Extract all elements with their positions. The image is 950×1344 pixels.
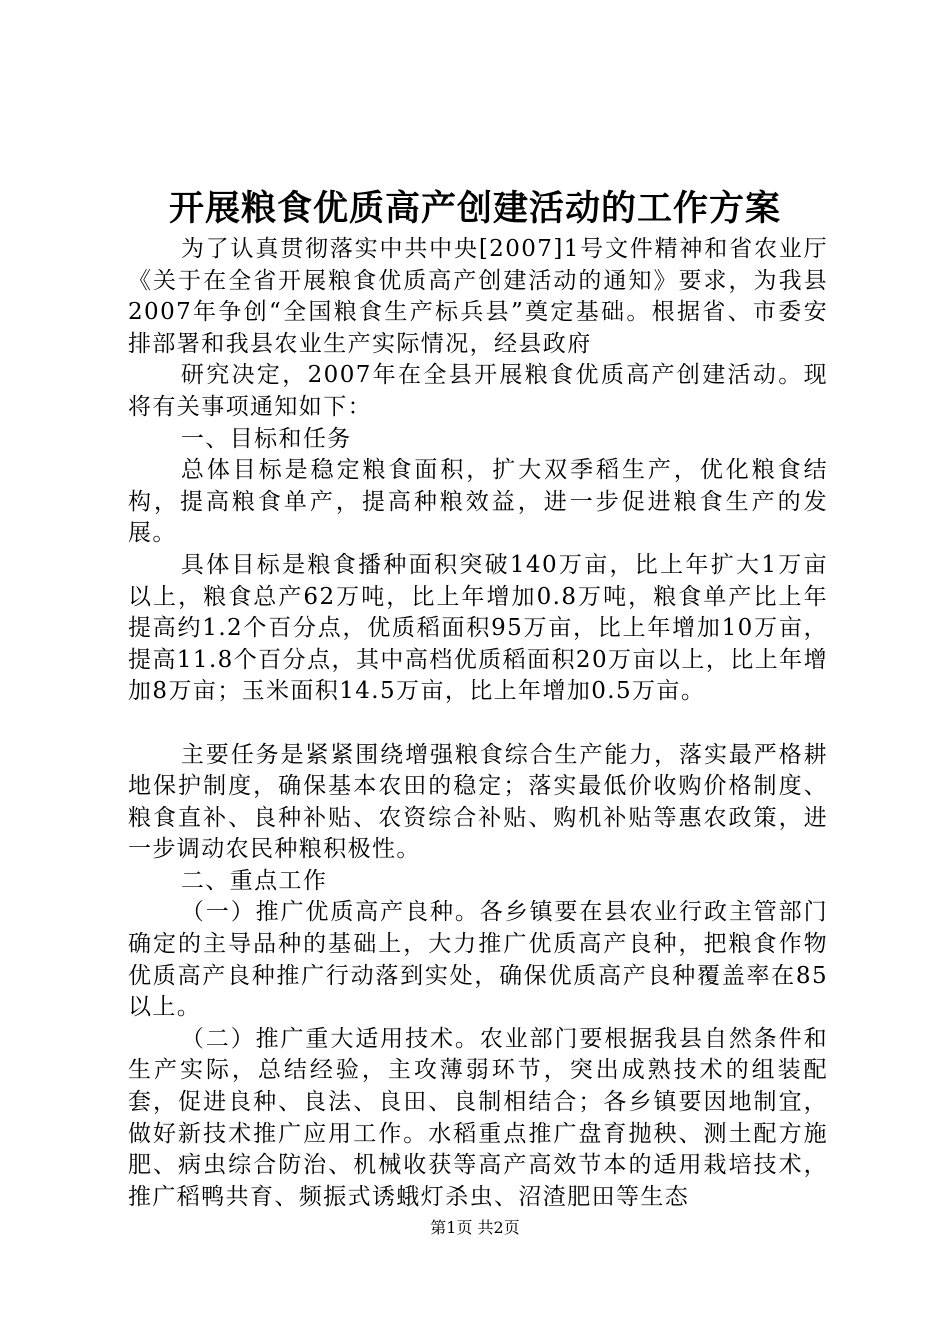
page-footer: 第1页 共2页 bbox=[430, 1218, 520, 1237]
section-heading-goals: 一、目标和任务 bbox=[180, 425, 352, 452]
paragraph-intro: 为了认真贯彻落实中共中央[2007]1号文件精神和省农业厅《关于在全省开展粮食优质高产创建活动的通知》要求，为我县2007年争创“全国粮食生产标兵县”奠定基础。根据省、市委安排部署和我县农业生产实际情况，经县政府 bbox=[128, 236, 828, 357]
paragraph-work-item-1: （一）推广优质高产良种。各乡镇要在县农业行政主管部门确定的主导品种的基础上，大力推广优质高产良种，把粮食作物优质高产良种推广行动落到实处，确保优质高产良种覆盖率在85以上。 bbox=[128, 899, 828, 1021]
paragraph-main-tasks: 主要任务是紧紧围绕增强粮食综合生产能力，落实最严格耕地保护制度，确保基本农田的稳定；落实最低价收购价格制度、粮食直补、良种补贴、农资综合补贴、购机补贴等惠农政策，进一步调动农民种粮积极性。 bbox=[128, 741, 828, 863]
document-body bbox=[128, 234, 828, 1213]
document-title: 开展粮食优质高产创建活动的工作方案 bbox=[168, 188, 781, 229]
paragraph-overall-goal: 总体目标是稳定粮食面积，扩大双季稻生产，优化粮食结构，提高粮食单产，提高种粮效益，进一步促进粮食生产的发展。 bbox=[128, 457, 828, 547]
paragraph-specific-goal: 具体目标是粮食播种面积突破140万亩，比上年扩大1万亩以上，粮食总产62万吨，比上年增加0.8万吨，粮食单产比上年提高约1.2个百分点，优质稻面积95万亩，比上年增加10万亩，提高11.8个百分点，其中高档优质稻面积20万亩以上，比上年增加8万亩；玉米面积14.5万亩，比上年增加0.5万亩。 bbox=[128, 551, 828, 705]
paragraph-decision: 研究决定，2007年在全县开展粮食优质高产创建活动。现将有关事项通知如下： bbox=[128, 362, 828, 420]
section-heading-key-work: 二、重点工作 bbox=[180, 867, 328, 894]
paragraph-work-item-2: （二）推广重大适用技术。农业部门要根据我县自然条件和生产实际，总结经验，主攻薄弱环节，突出成熟技术的组装配套，促进良种、良法、良田、良制相结合；各乡镇要因地制宜，做好新技术推广应用工作。水稻重点推广盘育抛秧、测土配方施肥、病虫综合防治、机械收获等高产高效节本的适用栽培技术，推广稻鸭共育、频振式诱蛾灯杀虫、沼渣肥田等生态 bbox=[128, 1025, 828, 1210]
